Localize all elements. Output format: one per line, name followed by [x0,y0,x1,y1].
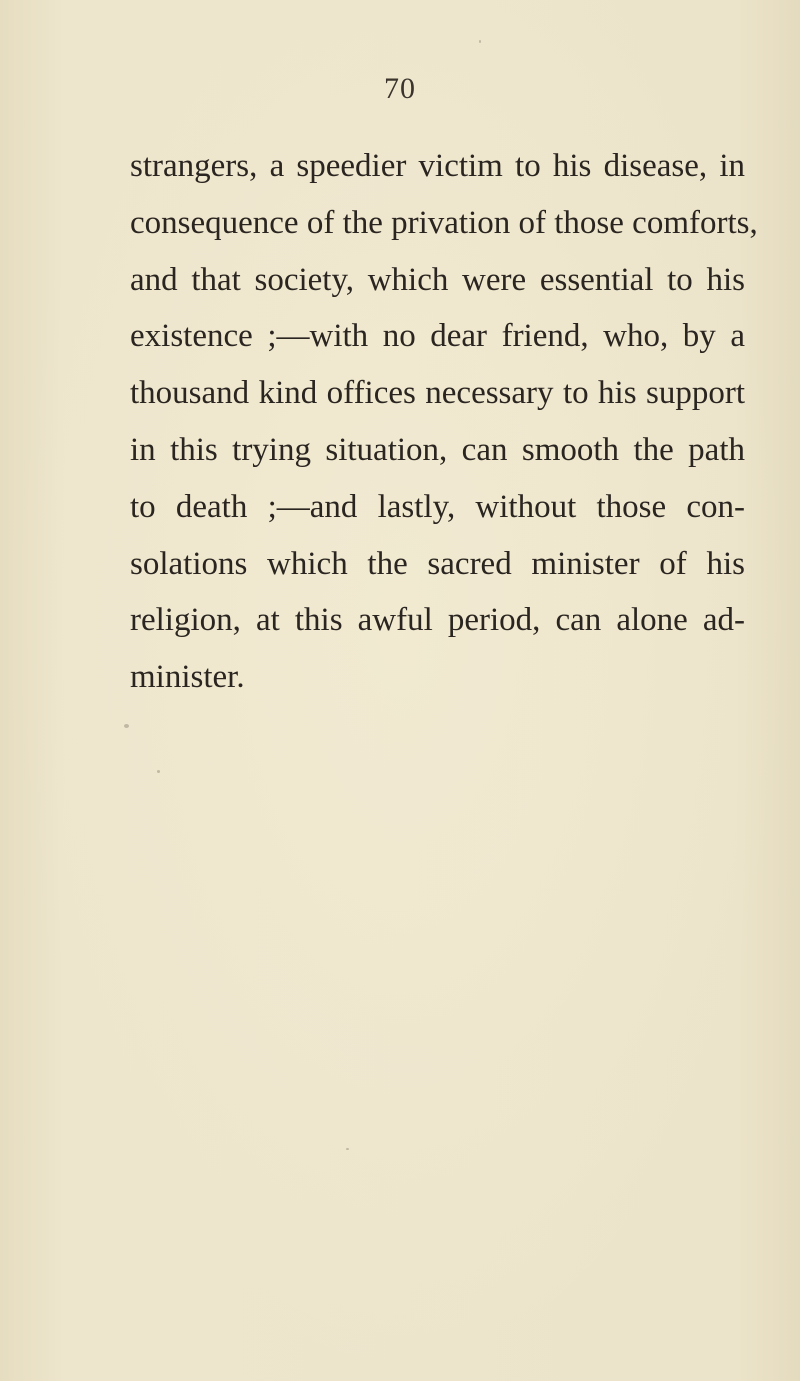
text-line: minister. [130,659,245,696]
paper-speck [346,1148,349,1150]
text-line: and that society, which were essential to his [130,261,745,298]
page-number: 70 [384,72,416,105]
text-line: consequence of the privation of those comforts, [130,204,758,241]
text-line: to death ;—and lastly, without those con- [130,488,745,525]
paper-speck [157,770,160,773]
text-line: thousand kind offices necessary to his support [130,375,745,412]
text-line: religion, at this awful period, can alone ad- [130,602,745,639]
body-paragraph [130,138,758,706]
text-line: in this trying situation, can smooth the path [130,431,745,468]
text-line: existence ;—with no dear friend, who, by a [130,318,745,355]
text-line: strangers, a speedier victim to his disease, in [130,148,745,184]
paper-speck [124,724,129,728]
paper-speck [479,40,481,43]
text-line: solations which the sacred minister of his [130,545,745,582]
